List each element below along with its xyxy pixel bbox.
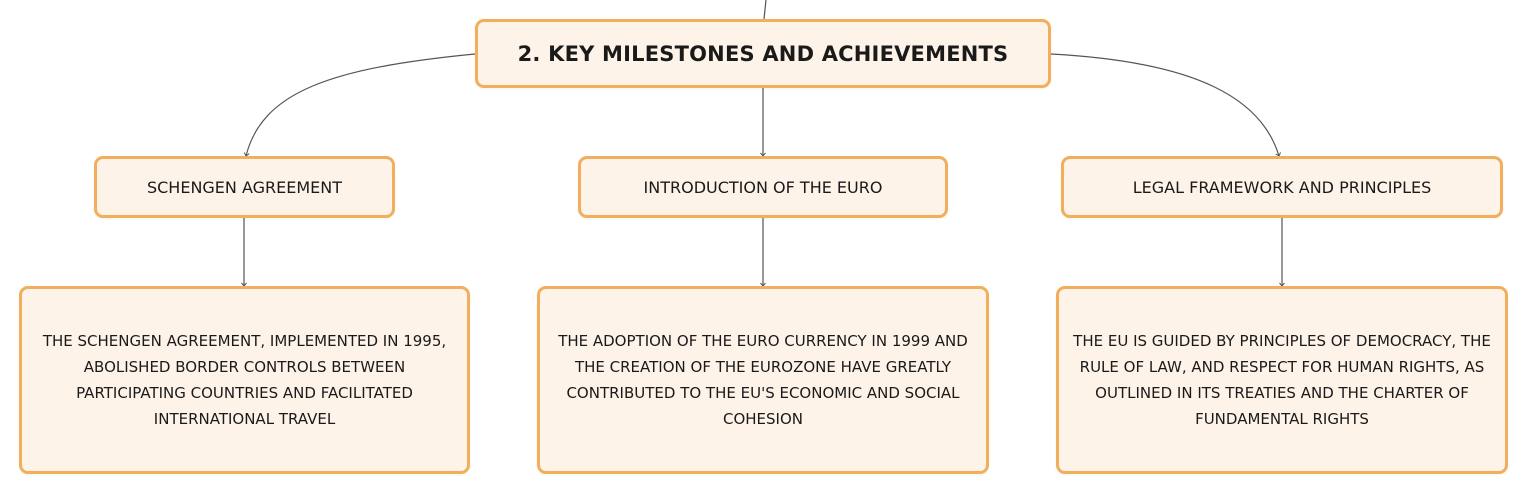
topic-node-label: LEGAL FRAMEWORK AND PRINCIPLES (1132, 177, 1432, 197)
topic-node-schengen[interactable] (94, 156, 395, 218)
topic-node-label: INTRODUCTION OF THE EURO (643, 177, 883, 197)
connector-root-to-legal (1051, 54, 1279, 156)
topic-node-euro[interactable] (578, 156, 948, 218)
detail-node-legal-framework[interactable] (1056, 286, 1508, 474)
root-node-key-milestones[interactable] (475, 19, 1051, 88)
connector-root-to-schengen (246, 54, 475, 156)
root-node-label: 2. KEY MILESTONES AND ACHIEVEMENTS (517, 41, 1009, 66)
detail-node-euro[interactable] (537, 286, 989, 474)
topic-node-label: SCHENGEN AGREEMENT (146, 177, 343, 197)
detail-node-text: THE ADOPTION OF THE EURO CURRENCY IN 1999 AND THE CREATION OF THE EUROZONE HAVE GREATLY CONTRIBUTED TO THE EU'S ECONOMIC AND SOCIAL COHESION (558, 332, 968, 428)
detail-node-text: THE EU IS GUIDED BY PRINCIPLES OF DEMOCRACY, THE RULE OF LAW, AND RESPECT FOR HUMAN RIGHTS, AS OUTLINED IN ITS TREATIES AND THE CHARTER OF FUNDAMENTAL RIGHTS (1073, 332, 1491, 428)
detail-node-schengen[interactable] (19, 286, 470, 474)
detail-node-text: THE SCHENGEN AGREEMENT, IMPLEMENTED IN 1995, ABOLISHED BORDER CONTROLS BETWEEN PARTICIPATING COUNTRIES AND FACILITATED INTERNATIONAL TRAVEL (42, 332, 447, 428)
topic-node-legal-framework[interactable] (1061, 156, 1503, 218)
incoming-parent-connector (764, 0, 766, 19)
